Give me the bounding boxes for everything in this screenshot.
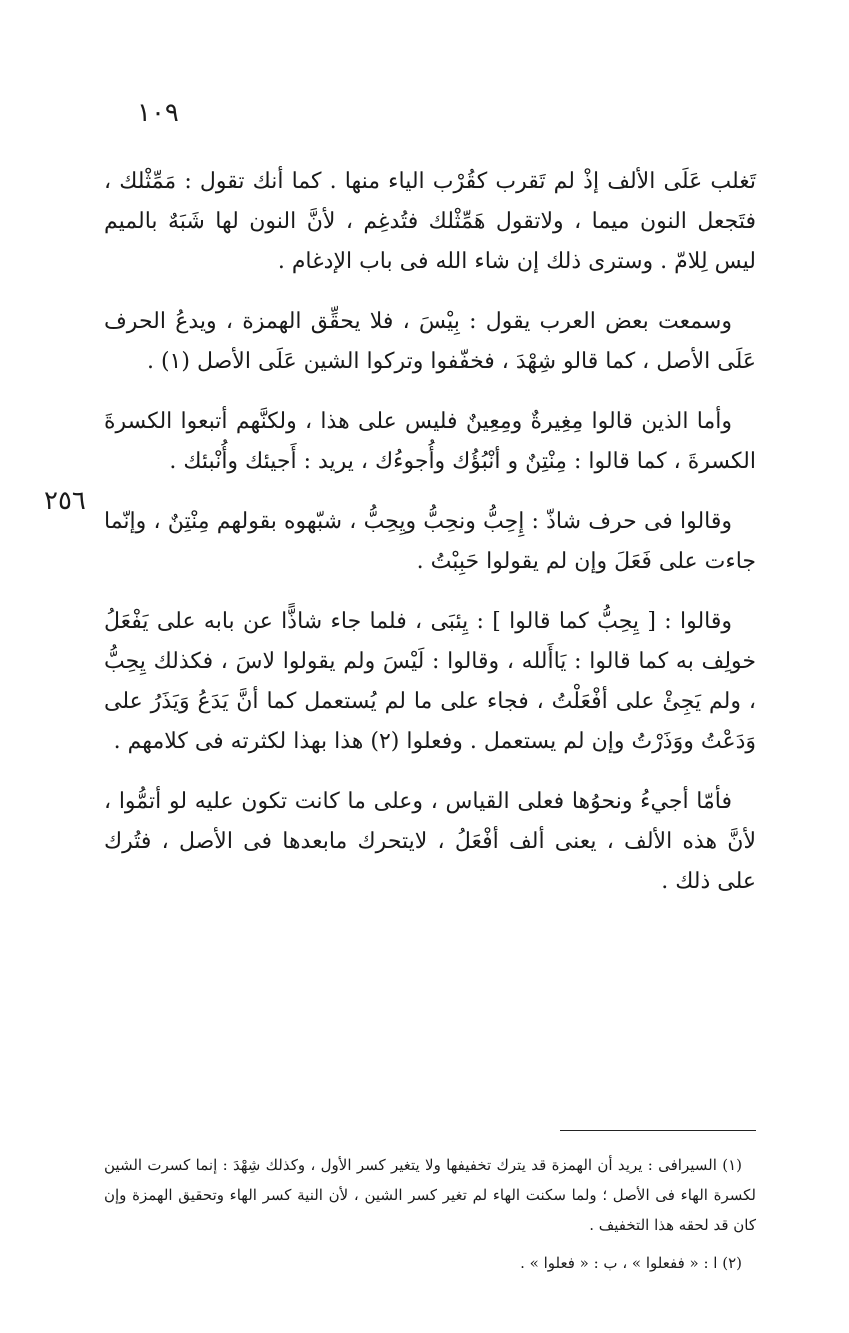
footnote: (١) السيرافى : يريد أن الهمزة قد يترك تخفيفها ولا يتغير كسر الأول ، وكذلك شِهْدَ : إنما كسرت الشين لكسرة الهاء فى الأصل ؛ ولما سكنت الهاء لم تغير كسر الشين ، لأن النية كسر الهاء وتحقيق الهمزة وإن كان قد لحقه هذا التخفيف . xyxy=(104,1156,756,1234)
paragraph: تَغلب عَلَى الألف إذْ لم تَقرب كقُرْب الياء منها . كما أنك تقول : مَمِّثْلك ، فتَجعل النون ميما ، ولاتقول هَمِّثْلك فتُدغِم ، لأنَّ النون لها شَبَهٌ بالميم ليس لِلامّ . وسترى ذلك إن شاء الله فى باب الإدغام . xyxy=(104,169,756,274)
paragraph: وقالوا فى حرف شاذّ : إِحِبُّ ونحِبُّ ويِحِبُّ ، شبّهوه بقولهم مِنْتِنٌ ، وإنّما جاءت على فَعَلَ وإن لم يقولوا حَبِبْتُ . xyxy=(104,509,756,574)
paragraph: فأمّا أجيءُ ونحوُها فعلى القياس ، وعلى ما كانت تكون عليه لو أتمُّوا ، لأنَّ هذه الألف ، يعنى ألف أفْعَلُ ، لايتحرك مابعدها فى الأصل ، فتُرك على ذلك . xyxy=(104,789,756,894)
page-number: ١٠٩ xyxy=(137,98,179,128)
margin-reference-number: ٢٥٦ xyxy=(44,486,86,516)
footnote: (٢) ا : « ففعلوا » ، ب : « فعلوا » . xyxy=(520,1254,742,1272)
paragraph: وقالوا : [ يِحِبُّ كما قالوا ] : يِئبَى ، فلما جاء شاذًّا عن بابه على يَفْعَلُ خولِف به كما قالوا : يَاأَلله ، وقالوا : لَيْسَ ولم يقولوا لاسَ ، فكذلك يِحِبُّ ، ولم يَجِئْ على أفْعَلْتُ ، فجاء على ما لم يُستعمل كما أنَّ يَدَعُ وَيَذَرُ على وَدَعْتُ ووَذَرْتُ وإن لم يستعمل . وفعلوا (٢) هذا بهذا لكثرته فى كلامهم . xyxy=(104,609,757,754)
footnote-divider xyxy=(560,1130,756,1131)
main-text-body xyxy=(104,162,756,922)
footnotes xyxy=(104,1150,756,1286)
paragraph: وسمعت بعض العرب يقول : بِيْسَ ، فلا يحقِّق الهمزة ، ويدعُ الحرف عَلَى الأصل ، كما قالو شِهْدَ ، فخفّفوا وتركوا الشين عَلَى الأصل (١) . xyxy=(104,309,756,374)
paragraph: وأما الذين قالوا مِغِيرةٌ ومِعِينٌ فليس على هذا ، ولكنَّهم أتبعوا الكسرةَ الكسرةَ ، كما قالوا : مِنْتِنٌ و أنْبُؤُك وأُجوءُك ، يريد : أَجيئك وأُنْبئك . xyxy=(104,409,756,474)
